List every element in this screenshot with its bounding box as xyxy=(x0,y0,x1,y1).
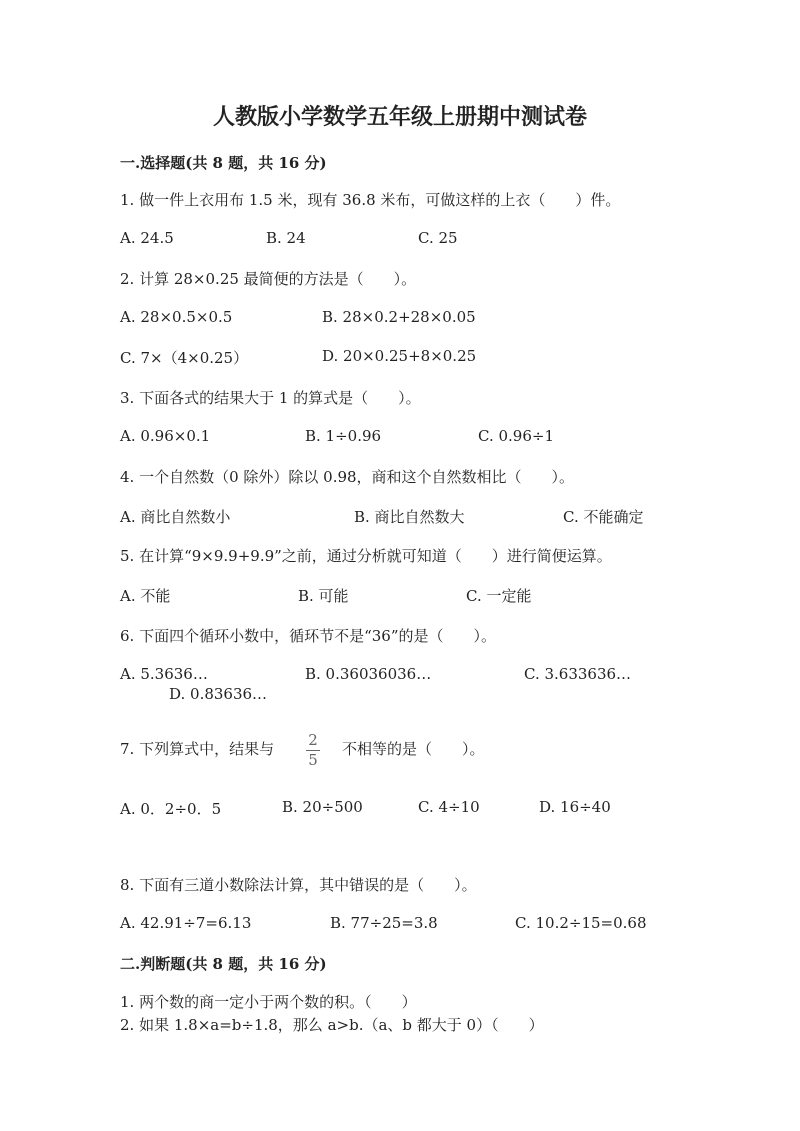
question-4: 4. 一个自然数（0 除外）除以 0.98，商和这个自然数相比（ ）。 xyxy=(120,468,575,486)
question-7-suffix: 不相等的是（ ）。 xyxy=(342,740,485,758)
judge-1: 1. 两个数的商一定小于两个数的积。（ ） xyxy=(120,993,417,1011)
judge-2: 2. 如果 1.8×a=b÷1.8，那么 a>b.（a、b 都大于 0）（ ） xyxy=(120,1016,544,1034)
q4-option-a: A. 商比自然数小 xyxy=(120,508,231,526)
q1-option-a: A. 24.5 xyxy=(120,229,174,247)
q4-option-c: C. 不能确定 xyxy=(563,508,644,526)
q2-option-b: B. 28×0.2+28×0.05 xyxy=(322,308,476,326)
q3-option-b: B. 1÷0.96 xyxy=(305,427,382,445)
q3-option-c: C. 0.96÷1 xyxy=(478,427,554,445)
q2-option-a: A. 28×0.5×0.5 xyxy=(120,308,233,326)
q1-option-c: C. 25 xyxy=(418,229,458,247)
fraction-denominator: 5 xyxy=(308,751,318,769)
question-8: 8. 下面有三道小数除法计算，其中错误的是（ ）。 xyxy=(120,876,477,894)
q7-option-a: A. 0．2÷0．5 xyxy=(120,800,222,818)
section-choice-heading: 一.选择题(共 8 题，共 16 分) xyxy=(120,154,327,172)
q2-option-c: C. 7×（4×0.25） xyxy=(120,349,249,367)
q7-option-b: B. 20÷500 xyxy=(282,798,363,816)
q6-option-c: C. 3.633636… xyxy=(524,665,632,683)
q5-option-b: B. 可能 xyxy=(298,587,349,605)
q5-option-c: C. 一定能 xyxy=(466,587,532,605)
question-3: 3. 下面各式的结果大于 1 的算式是（ ）。 xyxy=(120,389,421,407)
q4-option-b: B. 商比自然数大 xyxy=(354,508,465,526)
q1-option-b: B. 24 xyxy=(266,229,306,247)
q8-option-c: C. 10.2÷15=0.68 xyxy=(515,914,647,932)
q6-option-d: D. 0.83636… xyxy=(169,685,268,703)
q8-option-a: A. 42.91÷7=6.13 xyxy=(120,914,252,932)
section-judge-heading: 二.判断题(共 8 题，共 16 分) xyxy=(120,955,327,973)
q6-option-a: A. 5.3636… xyxy=(120,665,208,683)
q2-option-d: D. 20×0.25+8×0.25 xyxy=(322,347,477,365)
fraction-numerator: 2 xyxy=(308,731,318,749)
question-1: 1. 做一件上衣用布 1.5 米，现有 36.8 米布，可做这样的上衣（ ）件。 xyxy=(120,191,621,209)
q6-option-b: B. 0.36036036… xyxy=(305,665,432,683)
q5-option-a: A. 不能 xyxy=(120,587,171,605)
question-6: 6. 下面四个循环小数中，循环节不是“36”的是（ ）。 xyxy=(120,627,497,645)
q3-option-a: A. 0.96×0.1 xyxy=(120,427,211,445)
question-5: 5. 在计算“9×9.9+9.9”之前，通过分析就可知道（ ）进行简便运算。 xyxy=(120,547,612,565)
q7-option-c: C. 4÷10 xyxy=(418,798,480,816)
question-7-prefix: 7. 下列算式中，结果与 xyxy=(120,740,275,758)
fraction-two-fifths xyxy=(303,732,323,769)
q7-option-d: D. 16÷40 xyxy=(539,798,611,816)
page-title: 人教版小学数学五年级上册期中测试卷 xyxy=(212,104,587,130)
question-2: 2. 计算 28×0.25 最简便的方法是（ ）。 xyxy=(120,270,417,288)
q8-option-b: B. 77÷25=3.8 xyxy=(330,914,438,932)
